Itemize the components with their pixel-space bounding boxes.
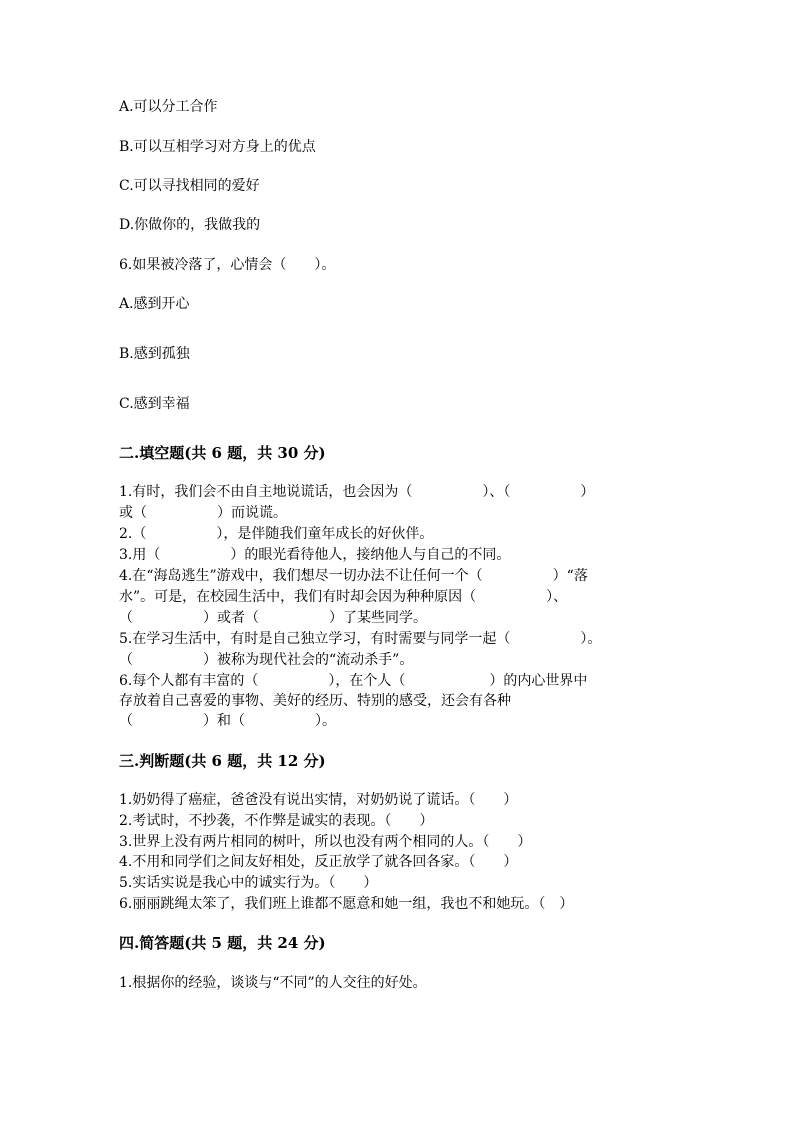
true-false-item: 5.实话实说是我心中的诚实行为。（ ） bbox=[119, 875, 378, 891]
fill-blank-line: （ ）和（ ）。 bbox=[119, 713, 336, 729]
true-false-item: 2.考试时，不抄袭，不作弊是诚实的表现。（ ） bbox=[119, 813, 434, 829]
q5-option-c: C.可以寻找相同的爱好 bbox=[119, 178, 260, 194]
section-heading-short-answer: 四.简答题(共 5 题，共 24 分) bbox=[119, 934, 326, 952]
q5-option-d: D.你做你的，我做我的 bbox=[119, 217, 261, 233]
fill-blank-line: 6.每个人都有丰富的（ ），在个人（ ）的内心世界中 bbox=[119, 673, 588, 689]
q5-option-b: B.可以互相学习对方身上的优点 bbox=[119, 139, 316, 155]
fill-blank-line: 水”。可是，在校园生活中，我们有时却会因为种种原因（ ）、 bbox=[119, 589, 568, 605]
fill-blank-line: 或（ ）而说谎。 bbox=[119, 505, 287, 521]
fill-blank-line: 1.有时，我们会不由自主地说谎话，也会因为（ ）、（ ） bbox=[119, 484, 595, 500]
fill-blank-line: 5.在学习生活中，有时是自己独立学习，有时需要与同学一起（ ）。 bbox=[119, 631, 602, 647]
true-false-item: 1.奶奶得了癌症，爸爸没有说出实情，对奶奶说了谎话。（ ） bbox=[119, 792, 518, 808]
true-false-item: 3.世界上没有两片相同的树叶，所以也没有两个相同的人。（ ） bbox=[119, 834, 532, 850]
section-heading-fill-blank: 二.填空题(共 6 题，共 30 分) bbox=[119, 444, 326, 462]
q5-option-a: A.可以分工合作 bbox=[119, 99, 218, 115]
q6-stem: 6.如果被冷落了，心情会（ ）。 bbox=[119, 257, 336, 273]
q6-option-a: A.感到开心 bbox=[119, 296, 190, 312]
true-false-item: 6.丽丽跳绳太笨了，我们班上谁都不愿意和她一组，我也不和她玩。（ ） bbox=[119, 896, 574, 912]
fill-blank-line: 存放着自己喜爱的事物、美好的经历、特别的感受，还会有各种 bbox=[119, 693, 511, 709]
q6-option-b: B.感到孤独 bbox=[119, 346, 190, 362]
fill-blank-line: 3.用（ ）的眼光看待他人，接纳他人与自己的不同。 bbox=[119, 547, 511, 563]
fill-blank-line: 4.在“海岛逃生”游戏中，我们想尽一切办法不让任何一个（ ）“落 bbox=[119, 568, 588, 584]
short-answer-item: 1.根据你的经验，谈谈与“不同”的人交往的好处。 bbox=[119, 975, 427, 991]
fill-blank-line: 2.（ ），是伴随我们童年成长的好伙伴。 bbox=[119, 526, 434, 542]
q6-option-c: C.感到幸福 bbox=[119, 396, 190, 412]
section-heading-true-false: 三.判断题(共 6 题，共 12 分) bbox=[119, 752, 326, 770]
fill-blank-line: （ ）或者（ ）了某些同学。 bbox=[119, 610, 427, 626]
fill-blank-line: （ ）被称为现代社会的“流动杀手”。 bbox=[119, 652, 414, 668]
true-false-item: 4.不用和同学们之间友好相处，反正放学了就各回各家。（ ） bbox=[119, 854, 518, 870]
